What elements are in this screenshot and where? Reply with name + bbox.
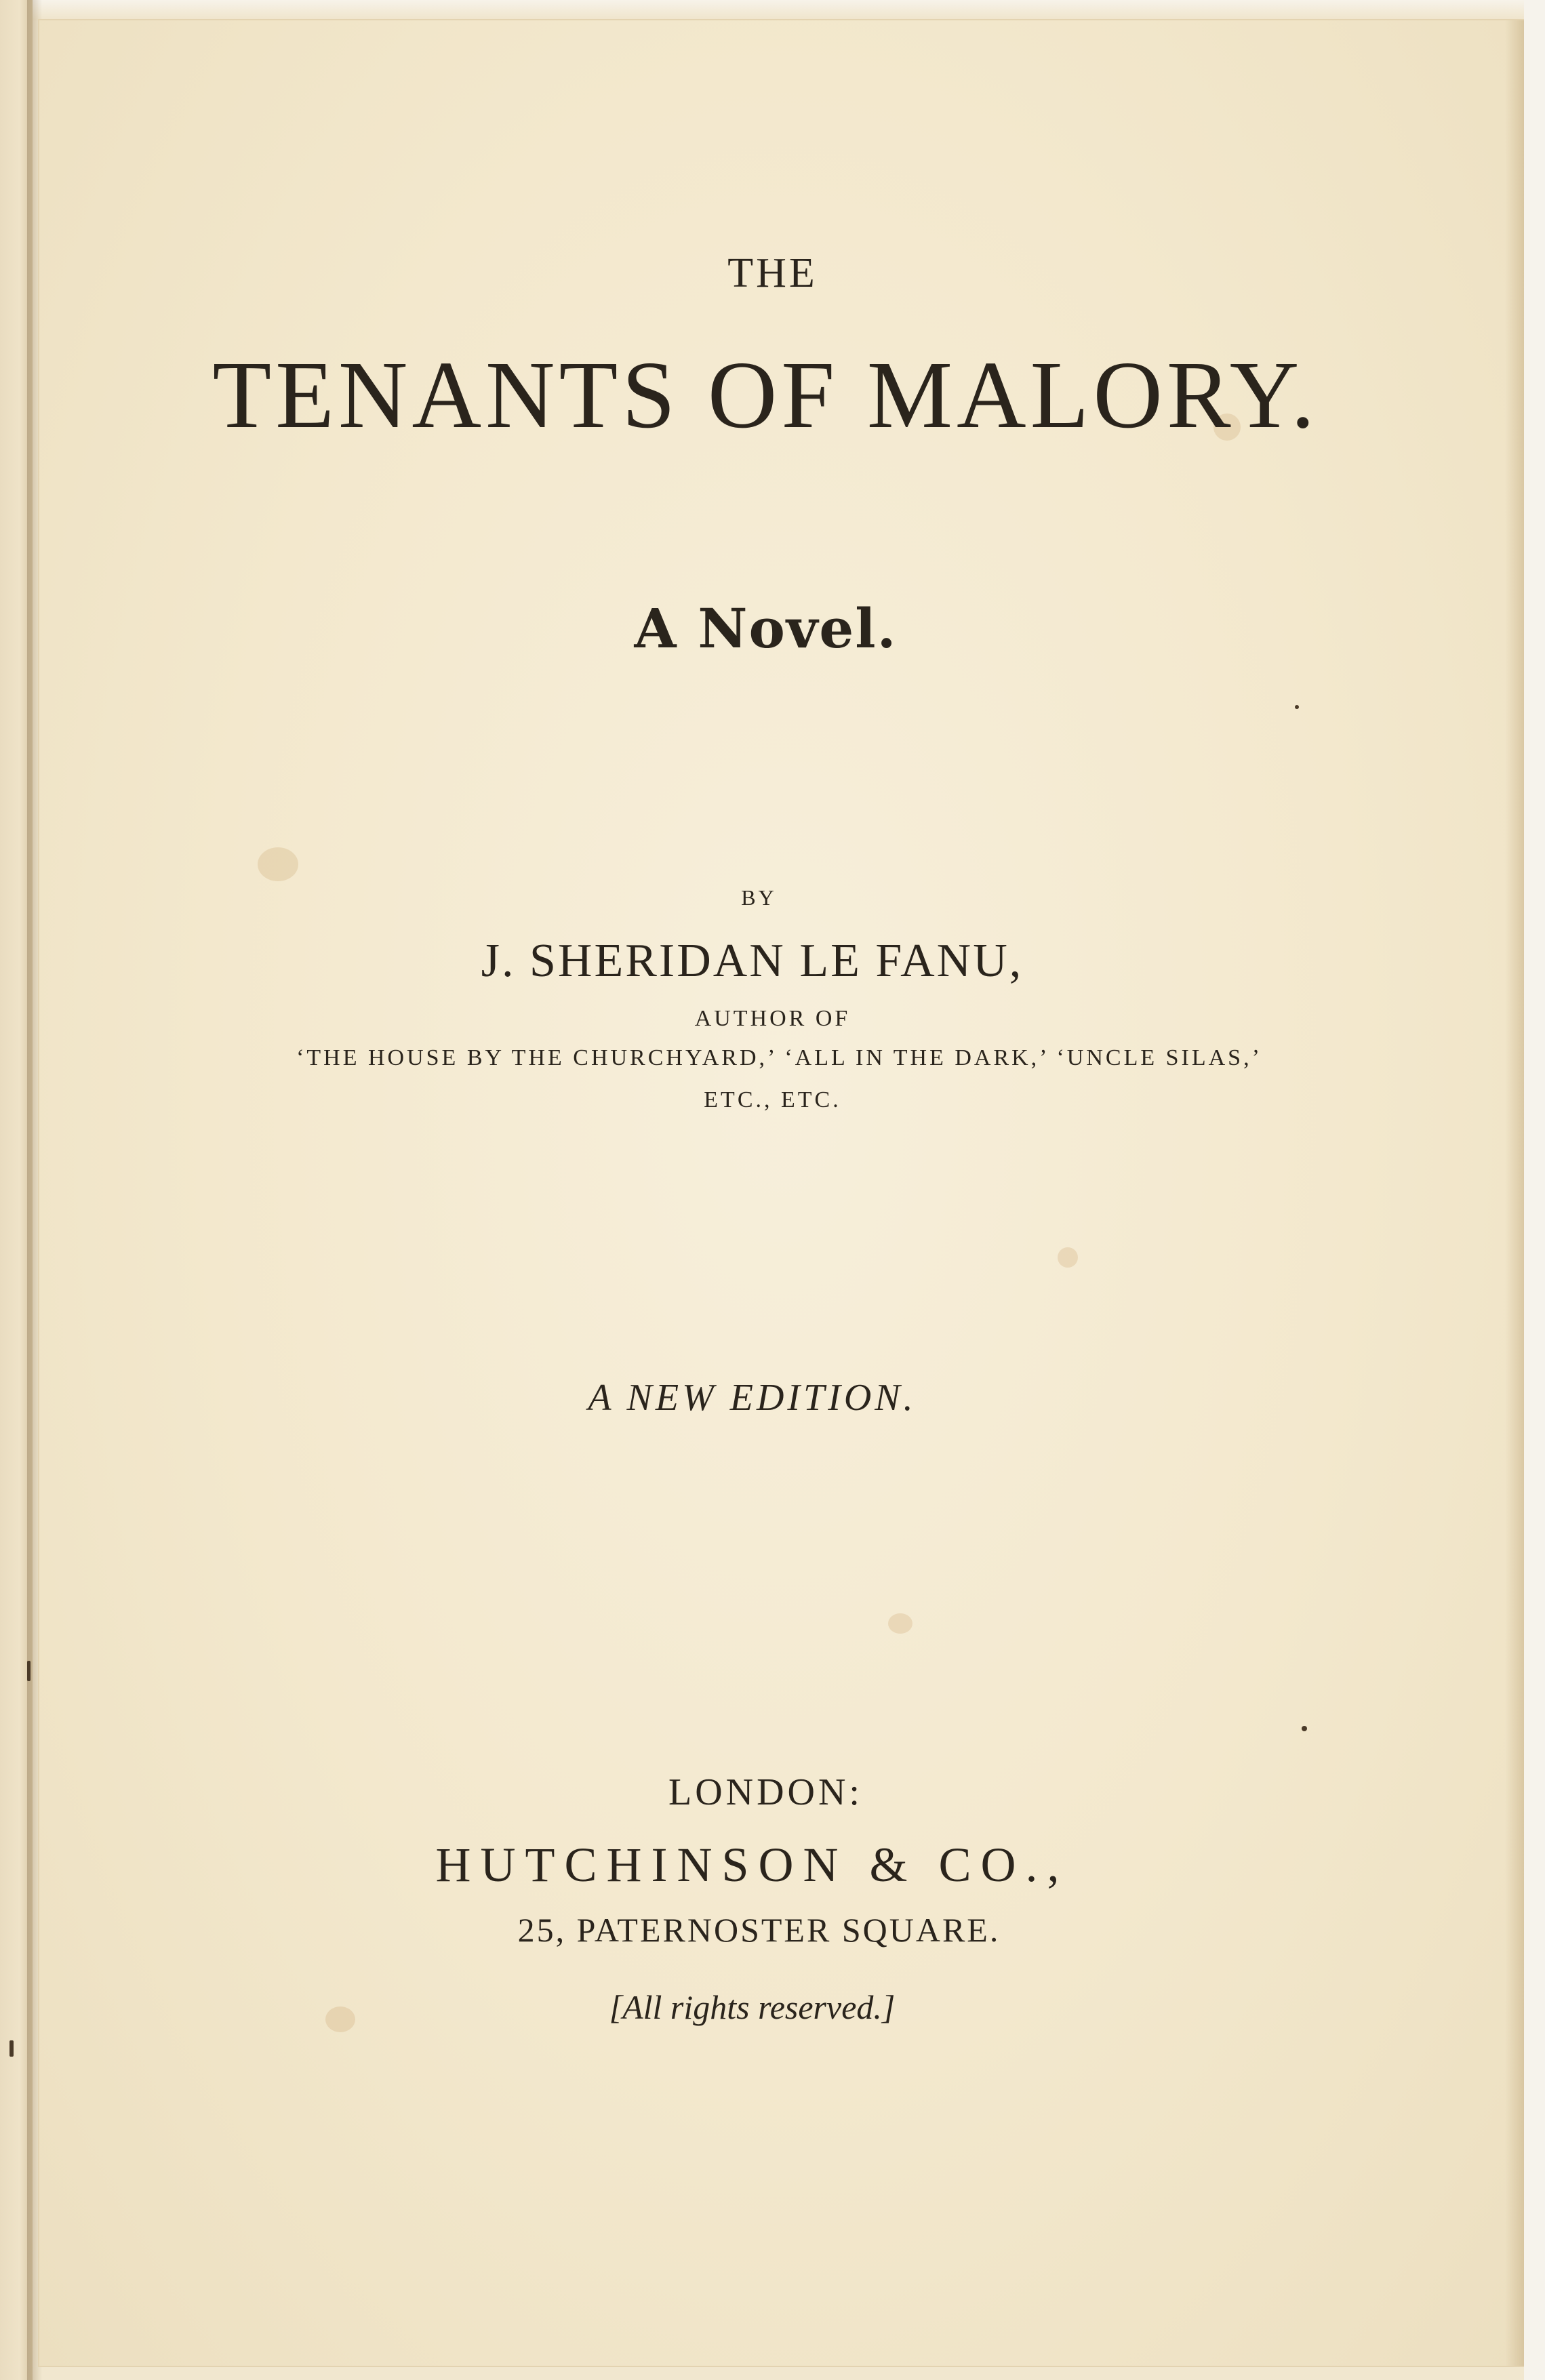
by-line: BY bbox=[741, 885, 777, 910]
foxing-spot bbox=[1058, 1247, 1078, 1268]
top-margin bbox=[0, 0, 1545, 20]
ink-speck bbox=[27, 1661, 31, 1681]
edition-label: A NEW EDITION. bbox=[588, 1377, 917, 1419]
title-article: THE bbox=[727, 250, 818, 296]
other-works: ‘THE HOUSE BY THE CHURCHYARD,’ ‘ALL IN THE DARK,’ ‘UNCLE SILAS,’ bbox=[296, 1045, 1262, 1070]
book-title: TENANTS OF MALORY. bbox=[212, 341, 1319, 448]
publisher-city: LONDON: bbox=[668, 1771, 863, 1813]
book-subtitle: A Novel. bbox=[634, 597, 898, 660]
author-of-label: AUTHOR OF bbox=[694, 1006, 851, 1031]
publisher-address: 25, PATERNOSTER SQUARE. bbox=[517, 1911, 1001, 1949]
ink-speck bbox=[9, 2040, 14, 2057]
ink-speck bbox=[1295, 705, 1299, 709]
other-works-etc: ETC., ETC. bbox=[704, 1087, 841, 1112]
rights-notice: [All rights reserved.] bbox=[609, 1988, 896, 2026]
foxing-spot bbox=[258, 847, 298, 881]
author-name: J. SHERIDAN LE FANU, bbox=[481, 935, 1024, 987]
ink-speck bbox=[1302, 1726, 1307, 1731]
publisher-name: HUTCHINSON & CO., bbox=[435, 1838, 1069, 1892]
foxing-spot bbox=[888, 1613, 912, 1634]
